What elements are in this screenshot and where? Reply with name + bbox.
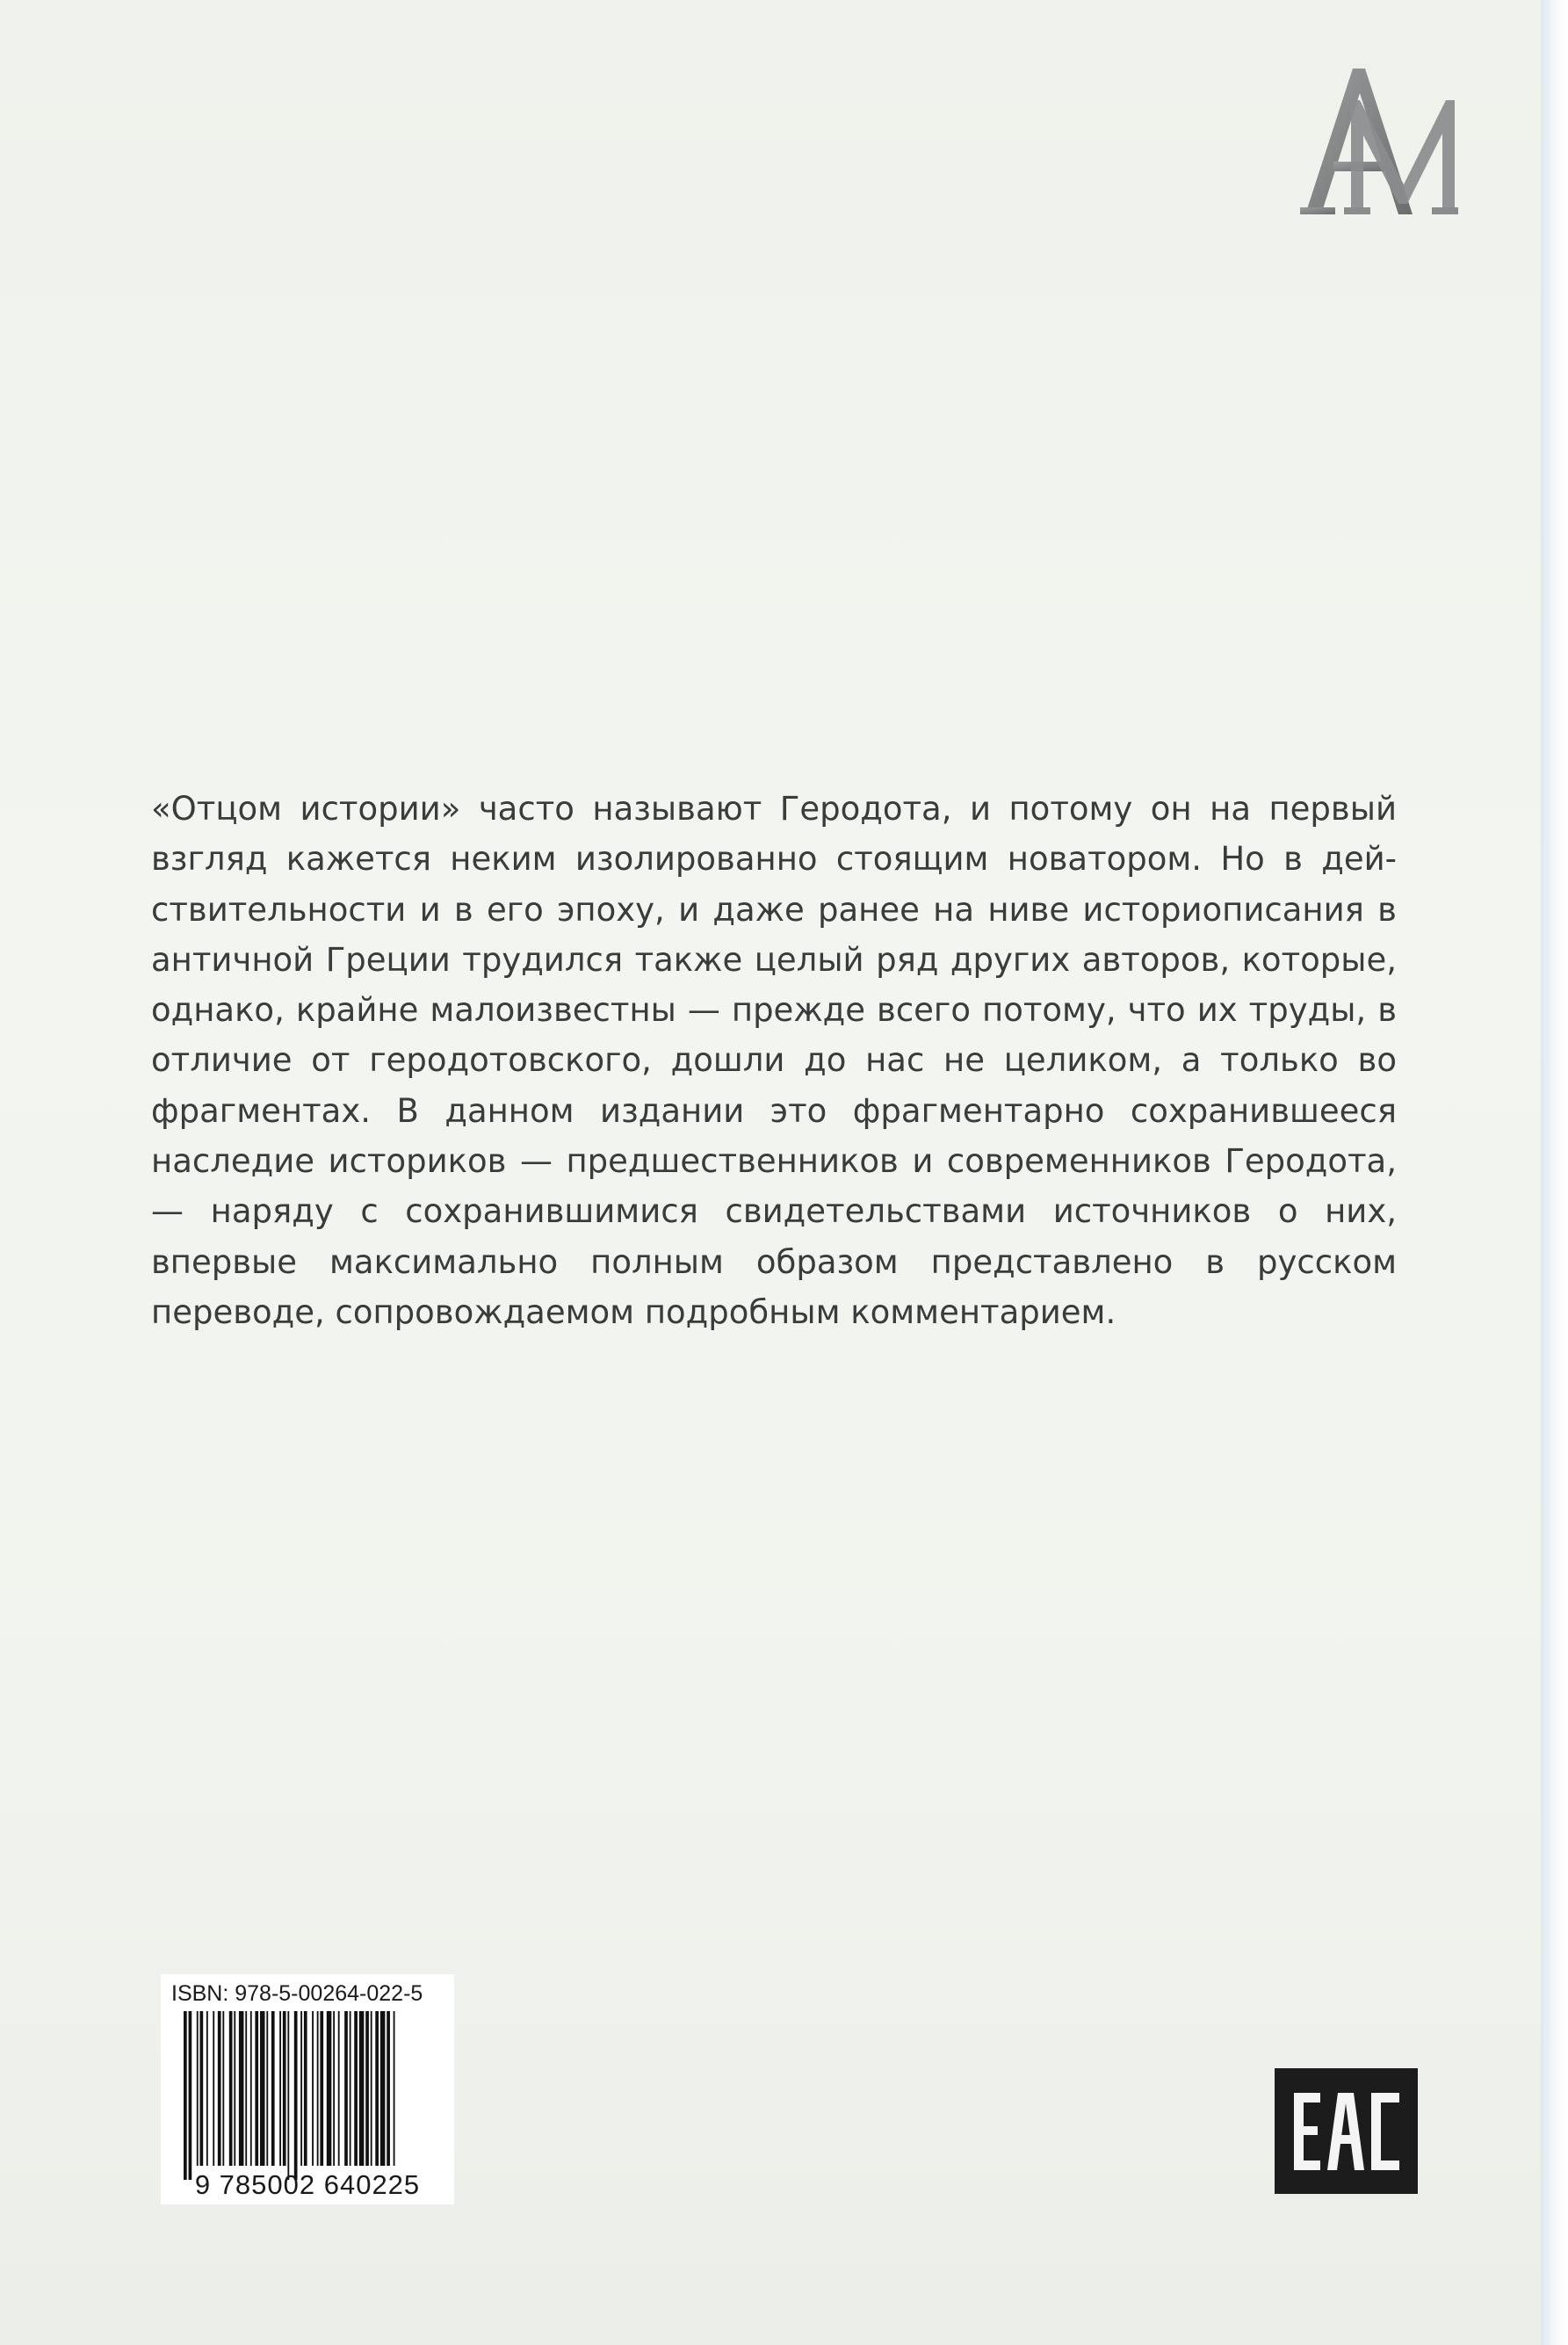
publisher-monogram-am-icon: [1300, 63, 1458, 217]
barcode-bar: [213, 2011, 214, 2166]
barcode-bar: [344, 2011, 348, 2166]
back-cover-description: «Отцом истории» часто называют Геродота, и потому он на первый взгляд кажется неким изолированно стоящим новатором. Но в действительности и в его эпоху, и даже ранее на ниве историописания в античной Греции трудился также целый ряд других авторов, которые, однако, крайне малоизвестны — прежде всего потому, что их труды, в отличие от геродотовского, дошли до нас не целиком, а только во фрагментах. В данном издании это фрагментарно сохранившееся наследие историков — предшественников и современников Геродота, — наряду с сохранившимися свидетельствами источников о них, впервые максимально полным образом представлено в русском переводе, сопровождаемом подробным комментарием.: [151, 790, 1397, 1331]
barcode-bar: [387, 2011, 390, 2166]
barcode-bar: [320, 2011, 323, 2166]
barcode-bar: [200, 2011, 204, 2166]
barcode-bar: [184, 2011, 187, 2180]
barcode-bar: [317, 2011, 319, 2166]
barcode-bar: [354, 2011, 358, 2166]
cover-edge: [1541, 0, 1568, 2345]
barcode-bar: [279, 2011, 281, 2166]
barcode-bar: [304, 2011, 307, 2166]
barcode-bar: [300, 2011, 302, 2166]
barcode-bar: [371, 2011, 372, 2166]
barcode-bar: [333, 2011, 335, 2166]
barcode-bar: [260, 2011, 265, 2166]
barcode-bar: [375, 2011, 379, 2166]
isbn-label: ISBN: 978-5-00264-022-5: [171, 1981, 423, 2006]
barcode-bar: [365, 2011, 369, 2166]
isbn-barcode: [161, 1974, 454, 2204]
barcode-bar: [206, 2011, 208, 2166]
barcode-bar: [394, 2011, 395, 2166]
barcode-bar: [255, 2011, 258, 2166]
barcode-bar: [294, 2011, 298, 2180]
barcode-bar: [283, 2011, 286, 2166]
barcode-bar: [266, 2011, 268, 2166]
barcode-bar: [218, 2011, 221, 2166]
barcode-bar: [250, 2011, 252, 2166]
barcode-bar: [287, 2011, 289, 2180]
barcode-bar: [197, 2011, 199, 2166]
barcode-bar: [327, 2011, 332, 2166]
barcode-bar: [189, 2011, 192, 2180]
barcode-bar: [271, 2011, 275, 2166]
barcode-bar: [222, 2011, 224, 2166]
barcode-bars: [177, 2011, 442, 2180]
barcode-bar: [234, 2011, 235, 2166]
barcode-bar: [359, 2011, 365, 2166]
barcode-bar: [239, 2011, 244, 2166]
barcode-digits: 9 785002 640225: [194, 2169, 421, 2200]
barcode-bar: [312, 2011, 314, 2166]
barcode-bar: [245, 2011, 247, 2166]
eac-conformity-mark-icon: [1275, 2068, 1418, 2194]
barcode-bar: [350, 2011, 351, 2166]
barcode-bar: [380, 2011, 386, 2166]
barcode-bar: [338, 2011, 340, 2166]
barcode-bar: [229, 2011, 233, 2166]
